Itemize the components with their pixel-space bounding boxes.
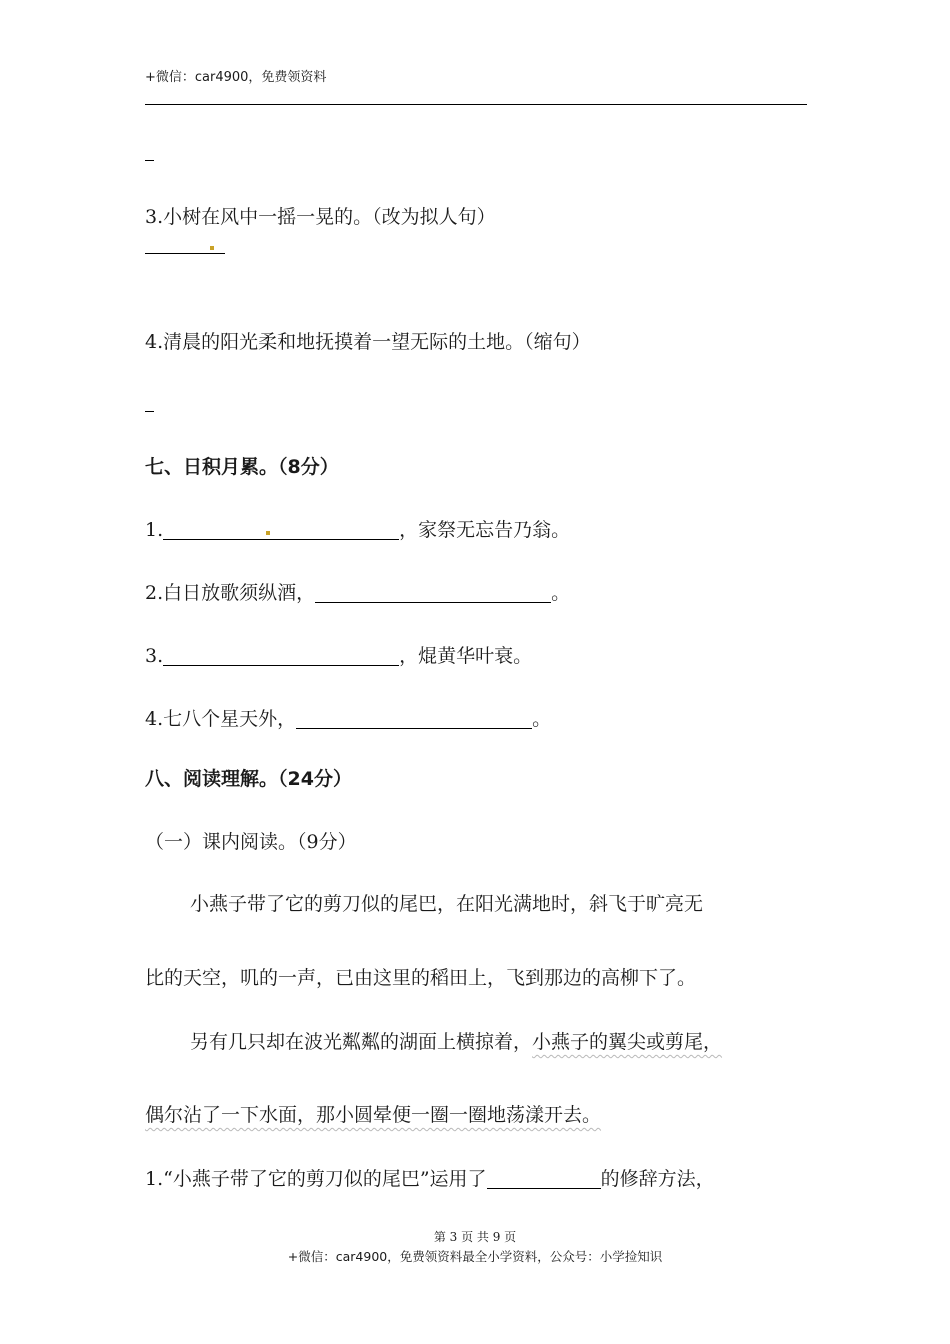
passage-para2-line2: 偶尔沾了一下水面，那小圆晕便一圈一圈地荡漾开去。 xyxy=(145,1104,602,1126)
poem-item-3-prefix: 3. xyxy=(145,645,164,667)
poem-blank-3[interactable] xyxy=(163,645,399,666)
answer-line-q4 xyxy=(145,411,154,412)
poem-blank-4[interactable] xyxy=(296,708,532,729)
question-4-shorten: 4.清晨的阳光柔和地抚摸着一望无际的土地。（缩句） xyxy=(145,331,591,353)
section-7-title: 七、日积月累。（8分） xyxy=(145,456,339,478)
poem-blank-2[interactable] xyxy=(315,582,551,603)
reading-question-1 xyxy=(145,1164,715,1191)
poem-item-2-suffix: 。 xyxy=(551,582,571,604)
poem-item-3-suffix: ，焜黄华叶衰。 xyxy=(399,645,533,667)
poem-item-3 xyxy=(145,641,532,668)
passage-para2-part-a: 另有几只却在波光粼粼的湖面上横掠着， xyxy=(190,1031,533,1053)
poem-item-2-prefix: 2.白日放歌须纵酒， xyxy=(145,582,316,604)
highlight-mark xyxy=(266,531,270,535)
answer-line-short xyxy=(145,160,154,161)
poem-item-1-prefix: 1. xyxy=(145,519,164,541)
passage-wavy-underlined: 小燕子的翼尖或剪尾， xyxy=(532,1031,723,1053)
highlight-mark xyxy=(210,246,214,250)
reading-q1-blank[interactable] xyxy=(487,1168,601,1189)
passage-para1-line2: 比的天空，叽的一声，已由这里的稻田上，飞到那边的高柳下了。 xyxy=(145,967,697,989)
poem-item-4 xyxy=(145,704,551,731)
subsection-1-title: （一）课内阅读。（9分） xyxy=(145,831,357,853)
poem-blank-1[interactable] xyxy=(163,519,399,540)
answer-line-q3 xyxy=(145,253,225,254)
question-3-rewrite: 3.小树在风中一摇一晃的。（改为拟人句） xyxy=(145,206,496,228)
poem-item-1-suffix: ，家祭无忘告乃翁。 xyxy=(399,519,571,541)
poem-item-4-suffix: 。 xyxy=(532,708,552,730)
reading-q1-prefix: 1.“小燕子带了它的剪刀似的尾巴”运用了 xyxy=(145,1168,487,1190)
page-header-text: +微信：car4900，免费领资料 xyxy=(145,70,327,85)
header-rule xyxy=(145,104,807,105)
poem-item-4-prefix: 4.七八个星天外， xyxy=(145,708,297,730)
reading-q1-suffix: 的修辞方法， xyxy=(600,1168,715,1190)
page-number: 第 3 页 共 9 页 xyxy=(433,1230,517,1244)
section-8-title: 八、阅读理解。（24分） xyxy=(145,768,352,790)
poem-item-2 xyxy=(145,578,570,605)
passage-para2-line1 xyxy=(190,1027,722,1054)
footer-text: +微信：car4900，免费领资料最全小学资料，公众号：小学捡知识 xyxy=(287,1249,663,1264)
passage-para1-line1: 小燕子带了它的剪刀似的尾巴，在阳光满地时，斜飞于旷亮无 xyxy=(190,893,704,915)
poem-item-1 xyxy=(145,515,570,542)
